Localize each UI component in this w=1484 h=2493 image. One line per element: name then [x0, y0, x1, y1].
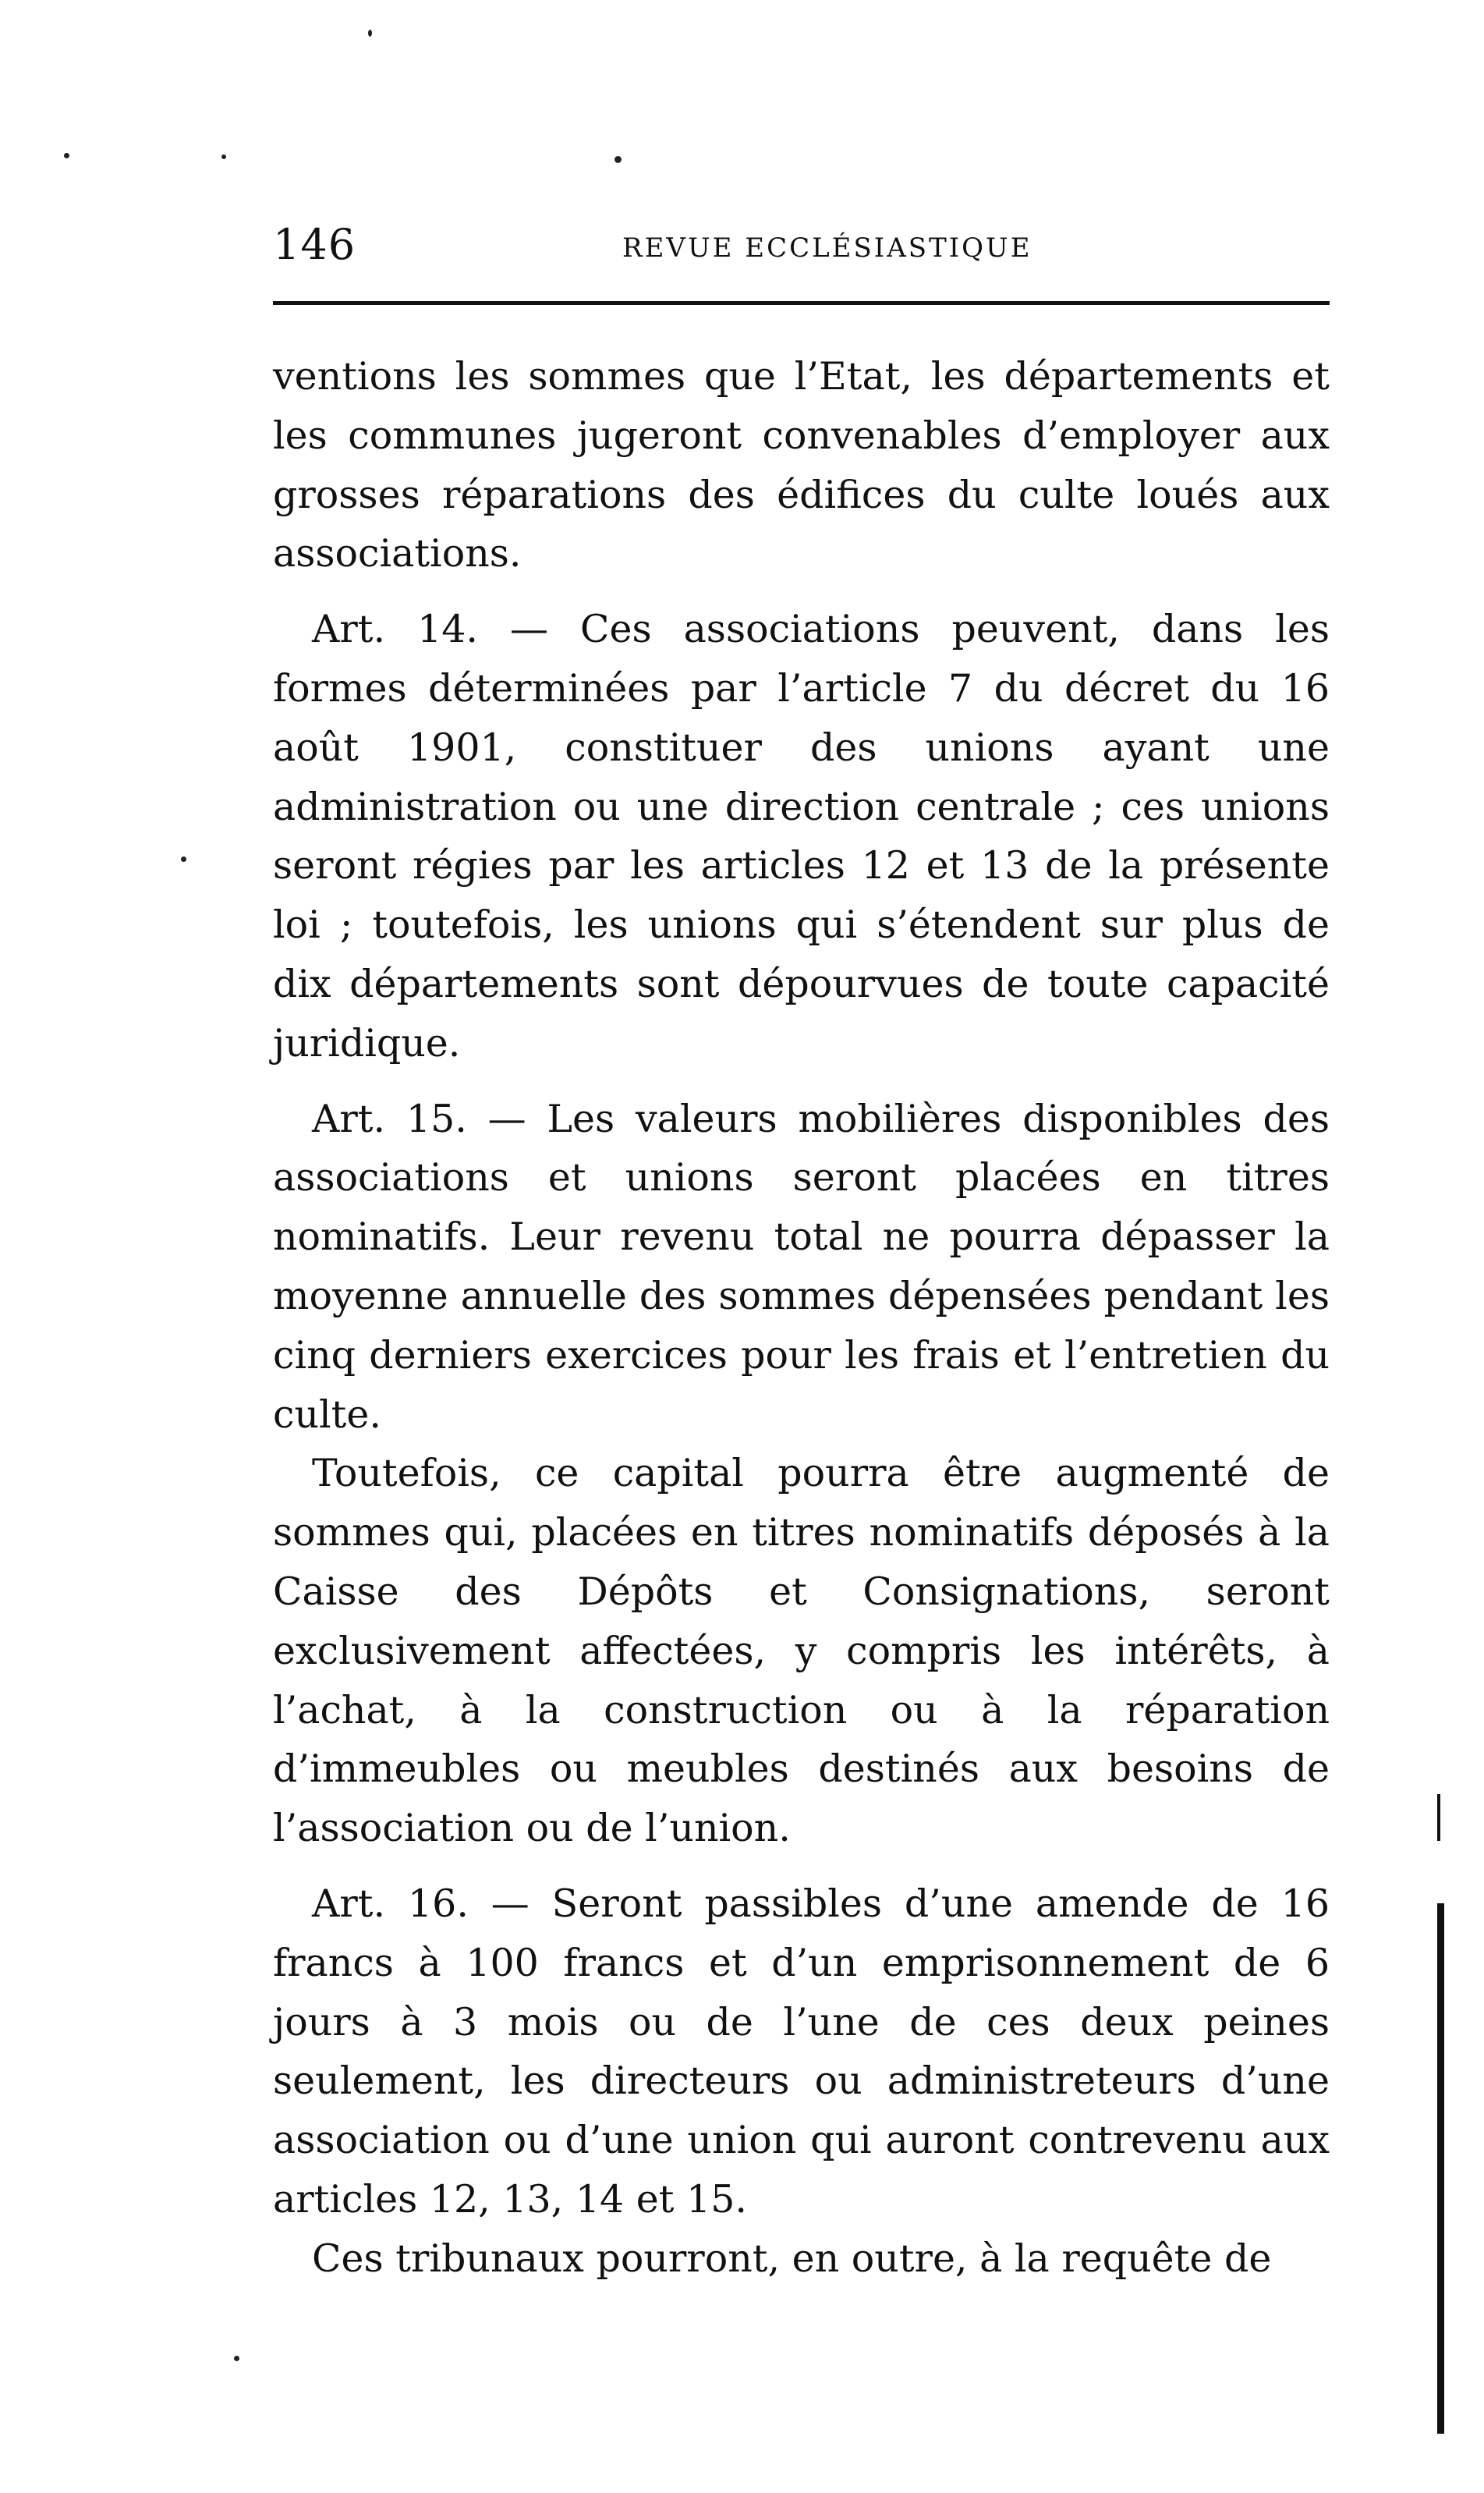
paragraph-art-15: Art. 15. — Les valeurs mobilières disponibles des associations et unions seront placées en titres nominatifs. Leur revenu total ne pourra dépasser la moyenne annuelle des sommes dépensées pendant les cinq derniers exercices pour les frais et l’entretien du culte.: [273, 1096, 1330, 1437]
header-rule: [273, 301, 1330, 305]
scan-speck: [221, 154, 226, 159]
paragraph-toutefois: Toutefois, ce capital pourra être augmenté de sommes qui, placées en titres nominatifs déposés à la Caisse des Dépôts et Consignations, seront exclusivement affectées, y compris les intérêts, à l’achat, à la construction ou à la réparation d’immeubles ou meubles destinés aux besoins de l’association ou de l’union.: [273, 1451, 1330, 1851]
body-text: [273, 347, 1330, 2289]
page-number: 146: [273, 220, 356, 269]
paragraph-art-16: Art. 16. — Seront passibles d’une amende de 16 francs à 100 francs et d’un emprisonnement de 6 jours à 3 mois ou de l’une de ces deux peines seulement, les directeurs ou administreteurs d’une association ou d’une union qui auront contrevenu aux articles 12, 13, 14 et 15.: [273, 1881, 1330, 2222]
paragraph-art-14: Art. 14. — Ces associations peuvent, dans les formes déterminées par l’article 7 du décret du 16 août 1901, constituer des unions ayant une administration ou une direction centrale ; ces unions seront régies par les articles 12 et 13 de la présente loi ; toutefois, les unions qui s’étendent sur plus de dix départements sont dépourvues de toute capacité juridique.: [273, 607, 1330, 1066]
margin-scan-bar: [1437, 1794, 1440, 1841]
scan-speck: [368, 30, 372, 37]
paragraph-tribunaux: Ces tribunaux pourront, en outre, à la requête de: [312, 2236, 1272, 2281]
page-header: [273, 209, 1330, 279]
scan-speck: [234, 2356, 239, 2361]
scan-speck: [64, 153, 69, 158]
scan-speck: [181, 856, 186, 862]
scan-speck: [614, 156, 622, 163]
margin-scan-bar: [1437, 1903, 1444, 2434]
paragraph-continuation: ventions les sommes que l’Etat, les départements et les communes jugeront convenables d’employer aux grosses réparations des édifices du culte loués aux associations.: [273, 354, 1330, 576]
running-title: REVUE ECCLÉSIASTIQUE: [622, 232, 1032, 264]
